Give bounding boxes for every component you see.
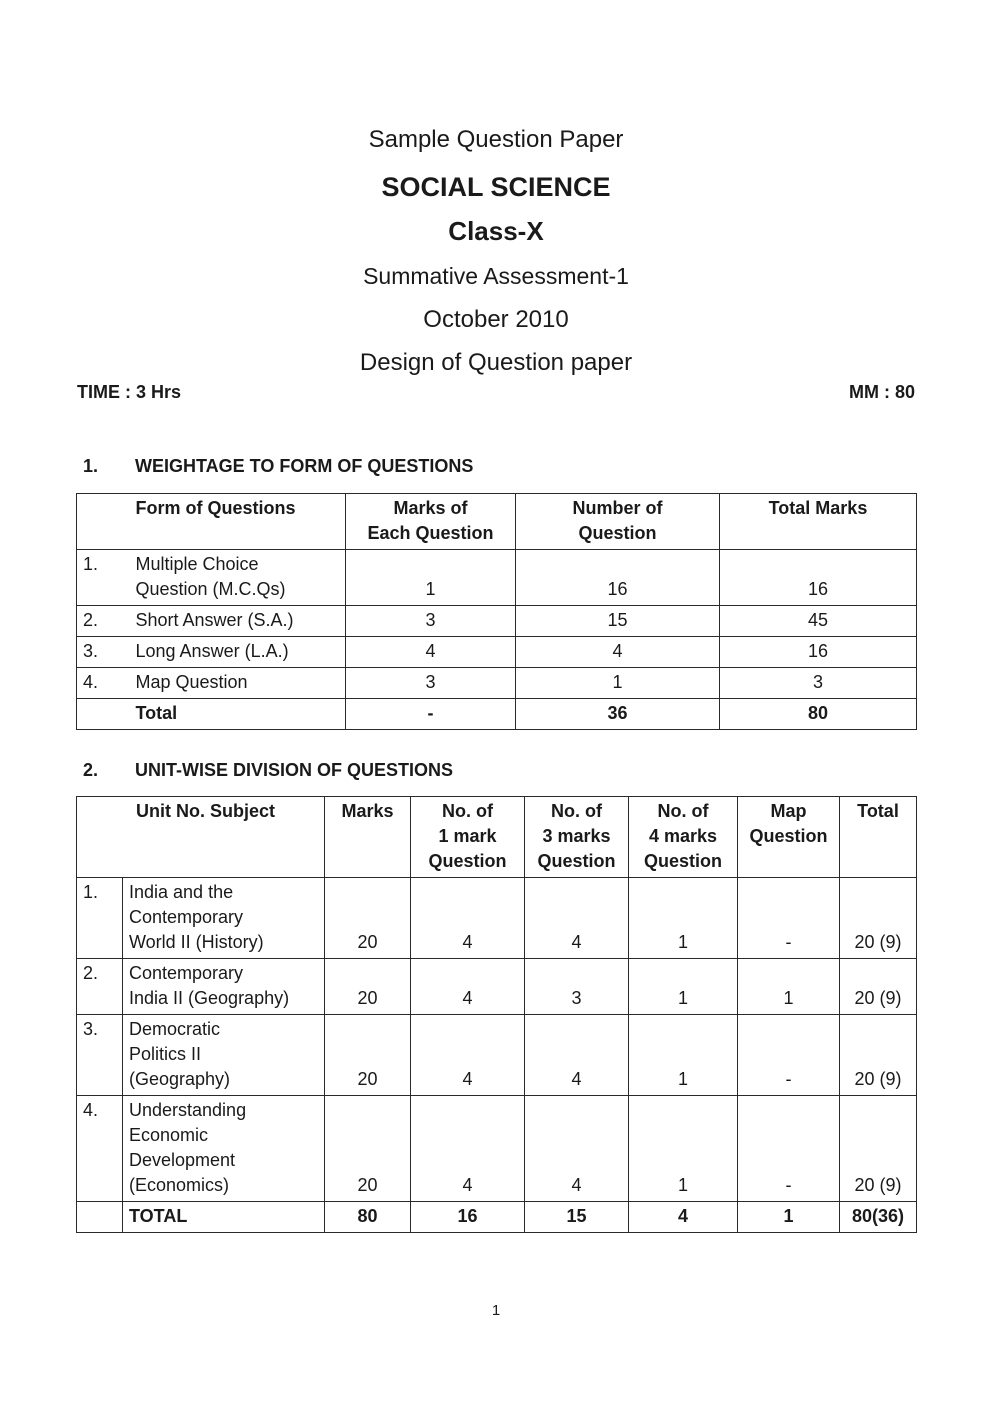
header-cell: Number of Question — [516, 494, 720, 550]
one-mark-cell: 4 — [411, 878, 525, 959]
marks-cell: 20 — [325, 1015, 411, 1096]
row-number — [77, 699, 136, 730]
total-cell: 20 (9) — [840, 1096, 917, 1202]
subject-cell: Understanding Economic Development (Economics) — [123, 1096, 325, 1202]
four-mark-cell: 1 — [629, 959, 738, 1015]
three-mark-cell: 4 — [525, 1096, 629, 1202]
map-cell: - — [738, 1096, 840, 1202]
section-2-title: UNIT-WISE DIVISION OF QUESTIONS — [135, 760, 454, 780]
row-number: 4. — [77, 1096, 123, 1202]
class-title: Class-X — [448, 216, 544, 246]
table-row — [77, 637, 917, 668]
total-cell: 45 — [720, 606, 917, 637]
marks-cell: 20 — [325, 878, 411, 959]
max-marks-label: MM : 80 — [848, 382, 915, 402]
four-mark-cell: 4 — [629, 1202, 738, 1233]
subject-cell: Democratic Politics II (Geography) — [123, 1015, 325, 1096]
four-mark-cell: 1 — [629, 1096, 738, 1202]
number-cell: 15 — [516, 606, 720, 637]
total-cell: 3 — [720, 668, 917, 699]
date-title: October 2010 — [423, 306, 569, 333]
section-1-heading — [83, 456, 473, 477]
three-mark-cell: 4 — [525, 878, 629, 959]
header-cell: No. of 1 mark Question — [411, 797, 525, 878]
subject-cell: Contemporary India II (Geography) — [123, 959, 325, 1015]
marks-cell: - — [346, 699, 516, 730]
four-mark-cell: 1 — [629, 878, 738, 959]
header-cell: Map Question — [738, 797, 840, 878]
row-number: 4. — [77, 668, 136, 699]
header-cell — [77, 494, 136, 550]
row-number: 2. — [77, 959, 123, 1015]
one-mark-cell: 4 — [411, 1015, 525, 1096]
marks-cell: 20 — [325, 959, 411, 1015]
row-number — [77, 1202, 123, 1233]
row-number: 1. — [77, 550, 136, 606]
total-cell: 20 (9) — [840, 878, 917, 959]
table-row — [77, 878, 917, 959]
map-cell: 1 — [738, 959, 840, 1015]
marks-cell: 20 — [325, 1096, 411, 1202]
map-cell: - — [738, 878, 840, 959]
one-mark-cell: 16 — [411, 1202, 525, 1233]
total-label: TOTAL — [123, 1202, 325, 1233]
subject-cell: India and the Contemporary World II (History) — [123, 878, 325, 959]
time-label: TIME : 3 Hrs — [77, 382, 182, 402]
section-1-title: WEIGHTAGE TO FORM OF QUESTIONS — [135, 456, 474, 476]
three-mark-cell: 4 — [525, 1015, 629, 1096]
marks-cell: 80 — [325, 1202, 411, 1233]
total-cell: 80(36) — [840, 1202, 917, 1233]
three-mark-cell: 15 — [525, 1202, 629, 1233]
page-number: 1 — [491, 1302, 501, 1319]
header-cell: No. of 3 marks Question — [525, 797, 629, 878]
total-cell: 20 (9) — [840, 1015, 917, 1096]
section-2-heading — [83, 760, 453, 781]
assessment-title: Summative Assessment-1 — [363, 263, 629, 289]
total-cell: 16 — [720, 550, 917, 606]
table-row — [77, 959, 917, 1015]
table-row — [77, 606, 917, 637]
row-number: 2. — [77, 606, 136, 637]
header-cell: Form of Questions — [136, 494, 346, 550]
table-row — [77, 1015, 917, 1096]
number-cell: 36 — [516, 699, 720, 730]
one-mark-cell: 4 — [411, 959, 525, 1015]
table-row — [77, 668, 917, 699]
table-total-row — [77, 699, 917, 730]
total-cell: 20 (9) — [840, 959, 917, 1015]
form-cell: Long Answer (L.A.) — [136, 637, 346, 668]
header-cell: Total — [840, 797, 917, 878]
total-label: Total — [136, 699, 346, 730]
section-2-number: 2. — [83, 760, 99, 780]
one-mark-cell: 4 — [411, 1096, 525, 1202]
table-header-row — [77, 797, 917, 878]
section-1-number: 1. — [83, 456, 99, 476]
header-cell: Unit No. Subject — [77, 797, 325, 878]
unit-wise-table — [76, 796, 917, 1233]
row-number: 1. — [77, 878, 123, 959]
marks-cell: 1 — [346, 550, 516, 606]
marks-cell: 3 — [346, 606, 516, 637]
header-cell: Marks — [325, 797, 411, 878]
map-cell: 1 — [738, 1202, 840, 1233]
map-cell: - — [738, 1015, 840, 1096]
table-row — [77, 1096, 917, 1202]
marks-cell: 3 — [346, 668, 516, 699]
row-number: 3. — [77, 1015, 123, 1096]
form-cell: Short Answer (S.A.) — [136, 606, 346, 637]
table-total-row — [77, 1202, 917, 1233]
title-block — [0, 128, 992, 375]
form-cell: Multiple Choice Question (M.C.Qs) — [136, 550, 346, 606]
table-header-row — [77, 494, 917, 550]
header-cell: Marks of Each Question — [346, 494, 516, 550]
number-cell: 1 — [516, 668, 720, 699]
number-cell: 16 — [516, 550, 720, 606]
marks-cell: 4 — [346, 637, 516, 668]
weightage-table — [76, 493, 917, 730]
paper-type: Sample Question Paper — [368, 126, 624, 153]
header-cell: Total Marks — [720, 494, 917, 550]
row-number: 3. — [77, 637, 136, 668]
number-cell: 4 — [516, 637, 720, 668]
form-cell: Map Question — [136, 668, 346, 699]
total-cell: 80 — [720, 699, 917, 730]
design-title: Design of Question paper — [359, 349, 633, 376]
header-cell: No. of 4 marks Question — [629, 797, 738, 878]
subject-title: SOCIAL SCIENCE — [381, 172, 611, 202]
four-mark-cell: 1 — [629, 1015, 738, 1096]
three-mark-cell: 3 — [525, 959, 629, 1015]
total-cell: 16 — [720, 637, 917, 668]
table-row — [77, 550, 917, 606]
